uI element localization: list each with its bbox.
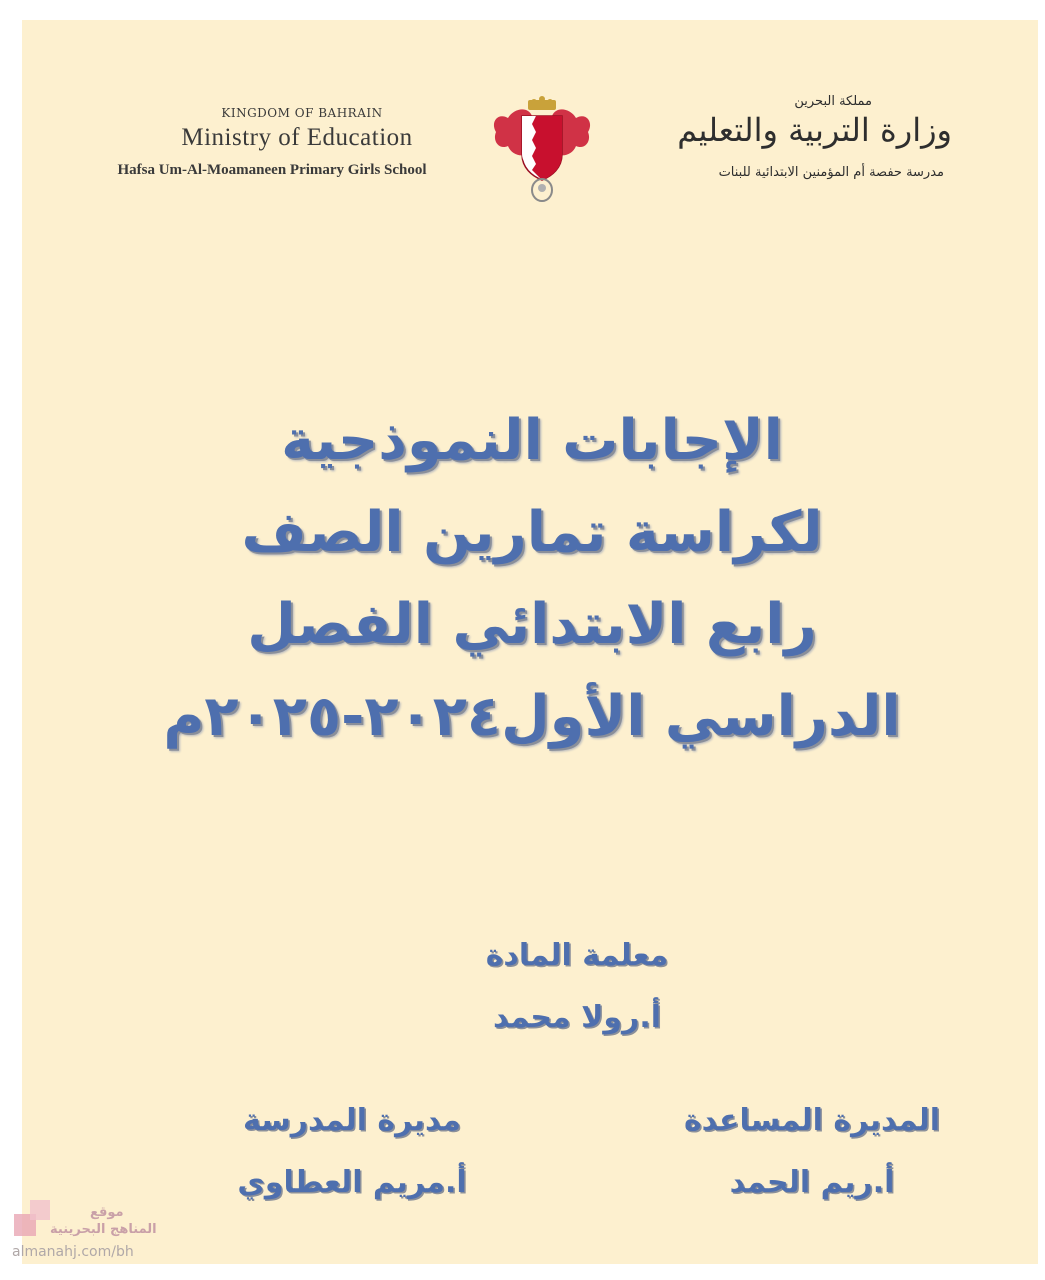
header-ministry-ar: وزارة التربية والتعليم bbox=[677, 111, 952, 149]
assistant-principal-signature bbox=[642, 1090, 982, 1214]
title-line-1: الإجابات النموذجية bbox=[281, 408, 783, 473]
almanahj-logo-icon bbox=[14, 1200, 54, 1240]
document-page bbox=[22, 20, 1038, 1264]
document-title bbox=[102, 395, 962, 763]
header-school-ar: مدرسة حفصة أم المؤمنين الابتدائية للبنات bbox=[718, 165, 944, 180]
header-arabic bbox=[612, 94, 962, 180]
principal-signature bbox=[192, 1090, 512, 1214]
principal-role: مديرة المدرسة bbox=[243, 1103, 461, 1138]
title-line-3: رابع الابتدائي الفصل bbox=[247, 592, 817, 657]
watermark-site-label: موقع bbox=[90, 1205, 124, 1220]
principal-name: أ.مريم العطاوي bbox=[237, 1165, 467, 1200]
header-kingdom-ar: مملكة البحرين bbox=[794, 94, 872, 109]
header-school-en: Hafsa Um-Al-Moamaneen Primary Girls School bbox=[117, 162, 427, 178]
assistant-name: أ.ريم الحمد bbox=[729, 1165, 895, 1200]
assistant-role: المديرة المساعدة bbox=[683, 1103, 941, 1138]
header-ministry-en: Ministry of Education bbox=[181, 124, 413, 151]
watermark-site-name: المناهج البحرينية bbox=[50, 1222, 157, 1237]
teacher-signature bbox=[427, 925, 727, 1049]
header-english bbox=[82, 106, 482, 179]
watermark-url[interactable]: almanahj.com/bh bbox=[12, 1244, 134, 1260]
title-line-2: لكراسة تمارين الصف bbox=[241, 500, 823, 565]
teacher-role: معلمة المادة bbox=[485, 938, 669, 973]
site-watermark bbox=[10, 1195, 160, 1275]
bahrain-coat-of-arms-icon bbox=[488, 94, 596, 206]
title-line-4: الدراسي الأول٢٠٢٤-٢٠٢٥م bbox=[163, 684, 901, 749]
header-kingdom-en: KINGDOM OF BAHRAIN bbox=[221, 106, 383, 120]
teacher-name: أ.رولا محمد bbox=[492, 1000, 662, 1035]
